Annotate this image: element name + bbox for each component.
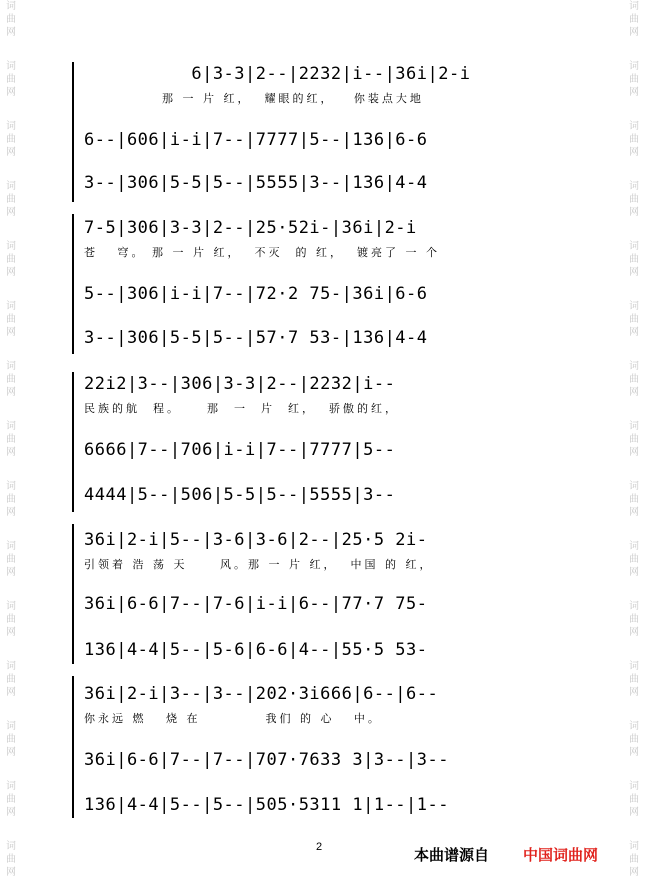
watermark-gap bbox=[625, 99, 643, 120]
watermark-glyph: 词 bbox=[629, 661, 639, 672]
system-2-voice-3: 3--|306|5-5|5--|57·7 53-|136|4-4 bbox=[84, 328, 428, 348]
system-bracket bbox=[72, 524, 80, 664]
watermark-glyph: 词 bbox=[6, 301, 16, 312]
watermark-glyph: 网 bbox=[629, 687, 639, 698]
watermark-gap bbox=[2, 279, 20, 300]
watermark-glyph: 网 bbox=[6, 567, 16, 578]
system-4-voice-3: 136|4-4|5--|5-6|6-6|4--|55·5 53- bbox=[84, 640, 428, 660]
watermark-gap bbox=[625, 339, 643, 360]
watermark-glyph: 词 bbox=[6, 481, 16, 492]
watermark-glyph: 网 bbox=[6, 327, 16, 338]
watermark-glyph: 网 bbox=[629, 207, 639, 218]
watermark-glyph: 词 bbox=[6, 181, 16, 192]
watermark-glyph: 曲 bbox=[6, 434, 16, 445]
source-site-link[interactable]: 中国词曲网 bbox=[523, 846, 599, 864]
watermark-glyph: 网 bbox=[6, 867, 16, 878]
watermark-glyph: 网 bbox=[629, 387, 639, 398]
watermark-gap bbox=[625, 639, 643, 660]
system-3-voice-2: 6666|7--|706|i-i|7--|7777|5-- bbox=[84, 440, 396, 460]
watermark-gap bbox=[625, 39, 643, 60]
watermark-glyph: 词 bbox=[6, 721, 16, 732]
system-2-voice-1: 7-5|306|3-3|2--|25·52i-|36i|2-i bbox=[84, 218, 417, 238]
watermark-glyph: 曲 bbox=[629, 734, 639, 745]
watermark-glyph: 网 bbox=[6, 687, 16, 698]
watermark-glyph: 词 bbox=[6, 121, 16, 132]
watermark-glyph: 网 bbox=[6, 627, 16, 638]
watermark-glyph: 网 bbox=[6, 87, 16, 98]
watermark-right bbox=[625, 0, 643, 891]
watermark-glyph: 网 bbox=[629, 147, 639, 158]
watermark-gap bbox=[625, 579, 643, 600]
watermark-glyph: 词 bbox=[6, 841, 16, 852]
watermark-glyph: 词 bbox=[6, 361, 16, 372]
watermark-glyph: 词 bbox=[629, 1, 639, 12]
watermark-glyph: 网 bbox=[6, 747, 16, 758]
watermark-glyph: 词 bbox=[6, 601, 16, 612]
watermark-glyph: 词 bbox=[6, 541, 16, 552]
watermark-glyph: 词 bbox=[629, 601, 639, 612]
watermark-glyph: 曲 bbox=[6, 494, 16, 505]
watermark-glyph: 曲 bbox=[6, 674, 16, 685]
watermark-glyph: 网 bbox=[629, 567, 639, 578]
watermark-glyph: 曲 bbox=[629, 854, 639, 865]
system-1-voice-2: 6--|606|i-i|7--|7777|5--|136|6-6 bbox=[84, 130, 428, 150]
watermark-glyph: 网 bbox=[6, 807, 16, 818]
watermark-glyph: 曲 bbox=[629, 494, 639, 505]
watermark-glyph: 网 bbox=[6, 507, 16, 518]
watermark-gap bbox=[625, 879, 643, 891]
system-3-lyrics: 民族的航 程。 那 一 片 红， 骄傲的红， bbox=[84, 402, 399, 415]
watermark-glyph: 网 bbox=[6, 387, 16, 398]
watermark-glyph: 词 bbox=[629, 301, 639, 312]
watermark-glyph: 词 bbox=[629, 241, 639, 252]
system-4-lyrics: 引领着 浩 荡 天 风。那 一 片 红， 中国 的 红， bbox=[84, 558, 434, 571]
watermark-glyph: 词 bbox=[629, 181, 639, 192]
watermark-glyph: 网 bbox=[629, 267, 639, 278]
watermark-gap bbox=[2, 759, 20, 780]
watermark-gap bbox=[625, 459, 643, 480]
watermark-glyph: 曲 bbox=[629, 314, 639, 325]
watermark-gap bbox=[625, 219, 643, 240]
watermark-gap bbox=[2, 459, 20, 480]
watermark-glyph: 曲 bbox=[6, 194, 16, 205]
system-5-lyrics: 你永远 燃 烧 在 我们 的 心 中。 bbox=[84, 712, 382, 725]
system-bracket bbox=[72, 372, 80, 512]
watermark-glyph: 曲 bbox=[629, 194, 639, 205]
watermark-glyph: 曲 bbox=[6, 854, 16, 865]
watermark-glyph: 网 bbox=[629, 807, 639, 818]
system-1-lyrics: 那 一 片 红， 耀眼的红， 你装点大地 bbox=[84, 92, 424, 105]
watermark-glyph: 网 bbox=[629, 867, 639, 878]
watermark-glyph: 词 bbox=[629, 841, 639, 852]
watermark-glyph: 曲 bbox=[629, 254, 639, 265]
watermark-glyph: 网 bbox=[629, 447, 639, 458]
watermark-glyph: 网 bbox=[629, 627, 639, 638]
watermark-gap bbox=[625, 519, 643, 540]
watermark-glyph: 曲 bbox=[629, 434, 639, 445]
watermark-glyph: 网 bbox=[629, 327, 639, 338]
watermark-glyph: 曲 bbox=[6, 134, 16, 145]
watermark-glyph: 词 bbox=[6, 781, 16, 792]
system-2-voice-2: 5--|306|i-i|7--|72·2 75-|36i|6-6 bbox=[84, 284, 428, 304]
watermark-glyph: 词 bbox=[629, 541, 639, 552]
watermark-glyph: 曲 bbox=[6, 254, 16, 265]
watermark-glyph: 网 bbox=[6, 447, 16, 458]
watermark-gap bbox=[625, 699, 643, 720]
watermark-glyph: 曲 bbox=[629, 674, 639, 685]
watermark-glyph: 词 bbox=[629, 61, 639, 72]
watermark-glyph: 曲 bbox=[6, 734, 16, 745]
watermark-glyph: 词 bbox=[6, 1, 16, 12]
watermark-glyph: 词 bbox=[629, 721, 639, 732]
watermark-glyph: 网 bbox=[6, 207, 16, 218]
watermark-gap bbox=[2, 519, 20, 540]
watermark-glyph: 网 bbox=[629, 27, 639, 38]
system-2-lyrics: 苍 穹。 那 一 片 红， 不灭 的 红， 镀亮了 一 个 bbox=[84, 246, 440, 259]
watermark-glyph: 曲 bbox=[629, 614, 639, 625]
watermark-glyph: 词 bbox=[6, 661, 16, 672]
system-bracket bbox=[72, 676, 80, 818]
watermark-glyph: 曲 bbox=[6, 74, 16, 85]
system-5-voice-2: 36i|6-6|7--|7--|707·7633 3|3--|3-- bbox=[84, 750, 449, 770]
system-bracket bbox=[72, 62, 80, 202]
watermark-glyph: 词 bbox=[6, 241, 16, 252]
watermark-gap bbox=[2, 99, 20, 120]
watermark-gap bbox=[625, 279, 643, 300]
watermark-glyph: 网 bbox=[629, 507, 639, 518]
watermark-left bbox=[2, 0, 20, 891]
watermark-glyph: 网 bbox=[629, 87, 639, 98]
watermark-gap bbox=[2, 579, 20, 600]
page-number: 2 bbox=[316, 841, 323, 853]
watermark-glyph: 词 bbox=[6, 61, 16, 72]
watermark-gap bbox=[2, 639, 20, 660]
watermark-glyph: 曲 bbox=[6, 14, 16, 25]
watermark-glyph: 曲 bbox=[6, 794, 16, 805]
system-1-voice-1: 6|3-3|2--|2232|i--|36i|2-i bbox=[84, 64, 471, 84]
watermark-glyph: 曲 bbox=[629, 374, 639, 385]
watermark-gap bbox=[2, 399, 20, 420]
watermark-gap bbox=[2, 879, 20, 891]
watermark-glyph: 词 bbox=[629, 121, 639, 132]
watermark-glyph: 网 bbox=[6, 267, 16, 278]
watermark-gap bbox=[2, 819, 20, 840]
watermark-gap bbox=[625, 159, 643, 180]
watermark-glyph: 曲 bbox=[629, 794, 639, 805]
watermark-glyph: 词 bbox=[629, 421, 639, 432]
watermark-glyph: 曲 bbox=[6, 374, 16, 385]
watermark-glyph: 曲 bbox=[629, 134, 639, 145]
system-1-voice-3: 3--|306|5-5|5--|5555|3--|136|4-4 bbox=[84, 173, 428, 193]
system-5-voice-3: 136|4-4|5--|5--|505·5311 1|1--|1-- bbox=[84, 795, 449, 815]
system-5-voice-1: 36i|2-i|3--|3--|202·3i666|6--|6-- bbox=[84, 684, 439, 704]
watermark-glyph: 曲 bbox=[629, 554, 639, 565]
source-label: 本曲谱源自 bbox=[414, 846, 490, 864]
watermark-glyph: 词 bbox=[6, 421, 16, 432]
watermark-glyph: 网 bbox=[6, 27, 16, 38]
watermark-gap bbox=[625, 399, 643, 420]
watermark-glyph: 曲 bbox=[6, 554, 16, 565]
watermark-glyph: 词 bbox=[629, 361, 639, 372]
system-bracket bbox=[72, 214, 80, 354]
watermark-glyph: 曲 bbox=[6, 614, 16, 625]
watermark-glyph: 曲 bbox=[629, 14, 639, 25]
watermark-glyph: 词 bbox=[629, 481, 639, 492]
watermark-glyph: 曲 bbox=[6, 314, 16, 325]
watermark-gap bbox=[2, 159, 20, 180]
watermark-gap bbox=[2, 339, 20, 360]
watermark-gap bbox=[2, 219, 20, 240]
system-4-voice-2: 36i|6-6|7--|7-6|i-i|6--|77·7 75- bbox=[84, 594, 428, 614]
watermark-glyph: 曲 bbox=[629, 74, 639, 85]
system-3-voice-3: 4444|5--|506|5-5|5--|5555|3-- bbox=[84, 485, 396, 505]
watermark-glyph: 网 bbox=[629, 747, 639, 758]
watermark-glyph: 网 bbox=[6, 147, 16, 158]
watermark-gap bbox=[2, 39, 20, 60]
system-3-voice-1: 22i2|3--|306|3-3|2--|2232|i-- bbox=[84, 374, 396, 394]
watermark-glyph: 词 bbox=[629, 781, 639, 792]
system-4-voice-1: 36i|2-i|5--|3-6|3-6|2--|25·5 2i- bbox=[84, 530, 428, 550]
watermark-gap bbox=[2, 699, 20, 720]
watermark-gap bbox=[625, 759, 643, 780]
watermark-gap bbox=[625, 819, 643, 840]
